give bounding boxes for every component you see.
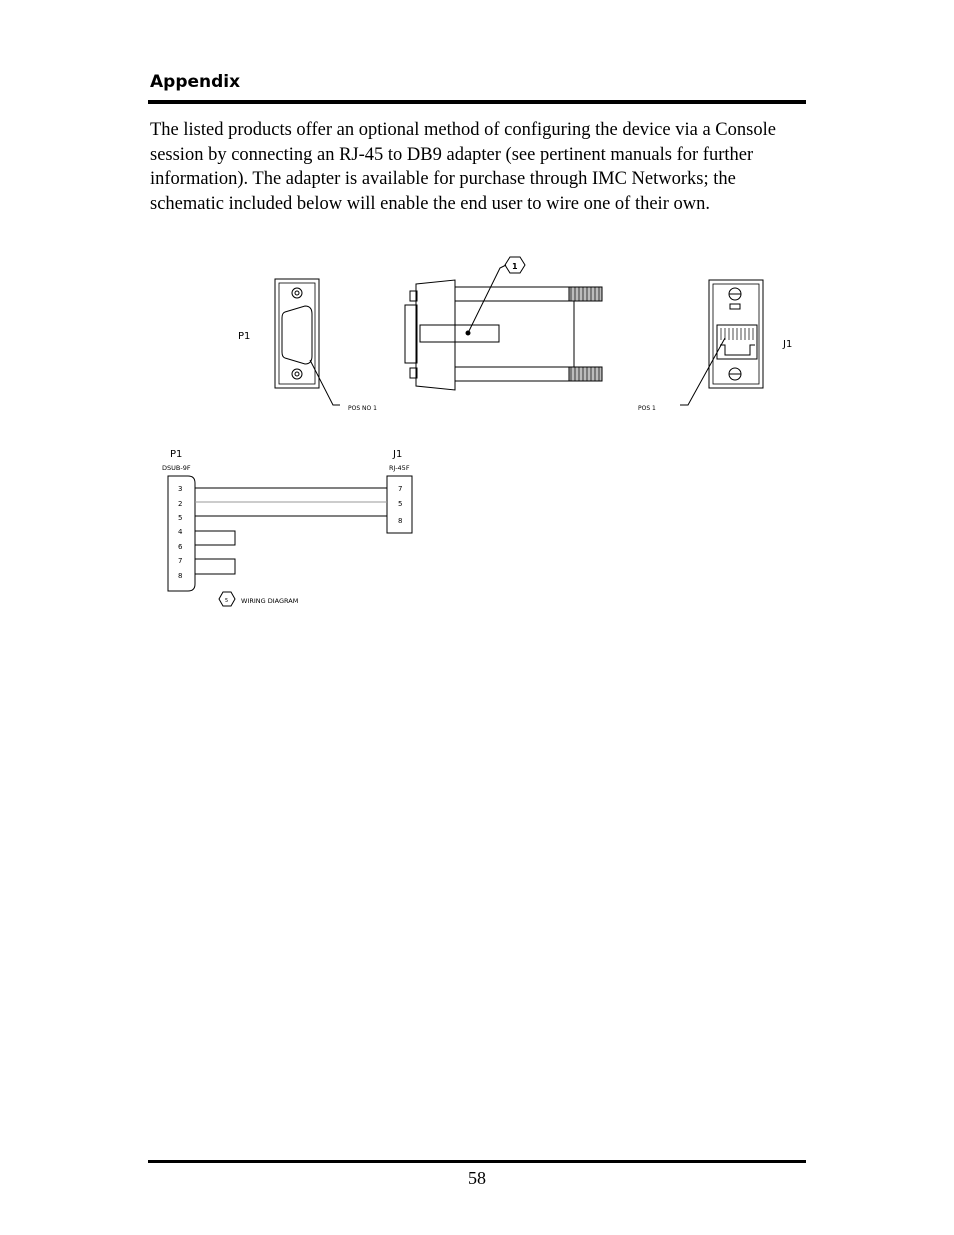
p1-label: P1 <box>238 331 251 342</box>
pos-no-1-label: POS NO 1 <box>348 405 377 412</box>
wiring-j1-subtitle: RJ-45F <box>389 464 410 472</box>
rj45-jack-front <box>680 280 763 405</box>
wiring-j1-title: J1 <box>393 449 403 460</box>
wiring-p1-title: P1 <box>170 449 183 460</box>
p1-pin: 7 <box>178 557 183 565</box>
j1-label: J1 <box>783 339 793 350</box>
pos-1-label: POS 1 <box>638 405 656 412</box>
p1-pin: 4 <box>178 528 183 536</box>
wiring-balloon-number: 5 <box>225 598 229 604</box>
footer-rule <box>148 1160 806 1163</box>
wiring-p1-subtitle: DSUB-9F <box>162 464 191 472</box>
j1-pin: 5 <box>398 500 403 508</box>
section-heading: Appendix <box>150 72 241 92</box>
p1-pin: 3 <box>178 485 183 493</box>
p1-pin: 8 <box>178 572 183 580</box>
balloon-number: 1 <box>512 262 518 271</box>
j1-pin: 7 <box>398 485 403 493</box>
p1-pin: 6 <box>178 543 183 551</box>
wiring-diagram <box>168 476 412 606</box>
wiring-diagram-caption: WIRING DIAGRAM <box>241 597 299 605</box>
db9-connector-front <box>275 279 340 405</box>
p1-pin: 2 <box>178 500 183 508</box>
intro-paragraph: The listed products offer an optional method of configuring the device via a Console session by connecting an RJ-45 to DB9 adapter (see pertinent manuals for further information). The adapter is available for purchase through IMC Networks; the schematic included below will enable the end user to wire one of their own. <box>150 120 776 214</box>
adapter-side-view <box>405 257 602 390</box>
p1-pin: 5 <box>178 514 183 522</box>
j1-pin: 8 <box>398 517 403 525</box>
page-number: 58 <box>468 1168 486 1188</box>
